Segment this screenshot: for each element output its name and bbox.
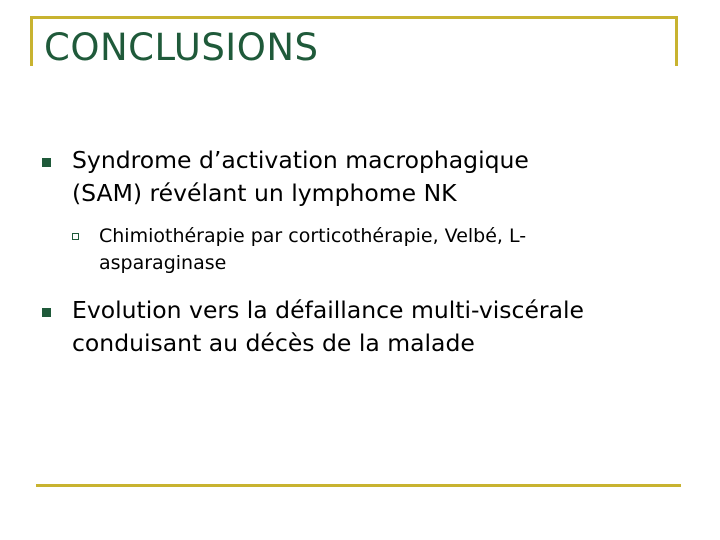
bullet-text-syndrome <box>72 144 682 210</box>
title-frame-top-line <box>30 16 678 19</box>
bullet-line: (SAM) révélant un lymphome NK <box>72 179 457 207</box>
title-frame-left-line <box>30 16 33 66</box>
square-bullet-icon <box>42 308 51 317</box>
title-frame-right-line <box>675 16 678 66</box>
sub-bullet-text-chimiotherapie <box>99 223 679 277</box>
square-bullet-icon <box>42 158 51 167</box>
bullet-line: Syndrome d’activation macrophagique <box>72 146 529 174</box>
hollow-square-bullet-icon <box>72 233 79 240</box>
footer-divider-line <box>36 484 681 487</box>
sub-bullet-line: Chimiothérapie par corticothérapie, Velbé, L- <box>99 225 527 247</box>
bullet-line: conduisant au décès de la malade <box>72 329 475 357</box>
sub-bullet-line: asparaginase <box>99 252 227 274</box>
bullet-text-evolution <box>72 294 682 360</box>
slide-title: CONCLUSIONS <box>44 26 319 69</box>
bullet-line: Evolution vers la défaillance multi-viscérale <box>72 296 584 324</box>
